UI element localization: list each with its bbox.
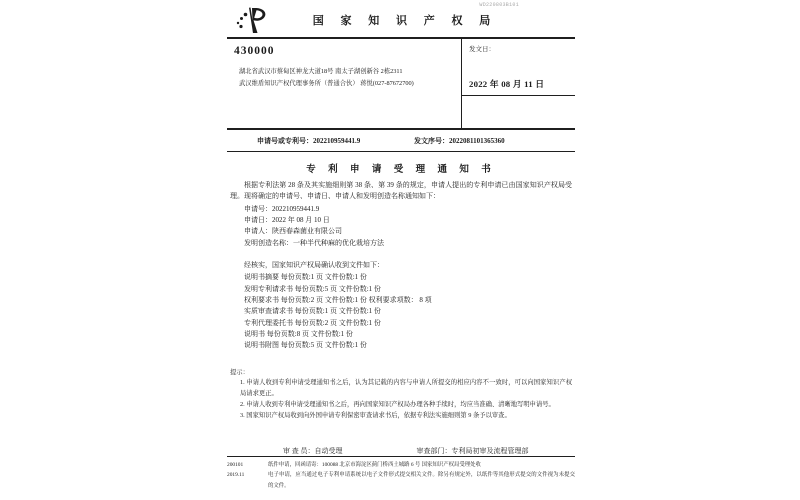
- issue-date-cell: [462, 39, 575, 96]
- field-value: 陕西春森菌业有限公司: [272, 227, 342, 236]
- document-barcode-number: WD220803B101: [479, 2, 519, 8]
- footer-line-1: 纸件申请，回函请寄：100088 北京市海淀区蓟门桥西土城路 6 号 国家知识产权局受理处收: [268, 461, 481, 468]
- examiner-row: [227, 446, 575, 456]
- application-number-label: 申请号或专利号：: [257, 137, 313, 145]
- issue-date-label: 发文日：: [469, 46, 495, 53]
- postal-code: 430000: [234, 45, 275, 57]
- dispatch-serial-value: 2022081101365360: [449, 137, 505, 145]
- note-item: 3. 国家知识产权局收到向外国申请专利保密审查请求书后，依据专利法实施细则第 9 条予以审查。: [240, 411, 511, 419]
- form-revision-date: 2019.11: [227, 472, 245, 479]
- examiner-cell: [283, 446, 343, 456]
- document-item: 实质审查请求书 每份页数:1 页 文件份数:1 份: [244, 307, 381, 316]
- field-value: 2022 年 08 月 10 日: [272, 215, 330, 224]
- notes-section: [227, 368, 575, 422]
- notes-label: 提示：: [230, 368, 249, 376]
- issue-date-value: 2022 年 08 月 11 日: [469, 79, 545, 89]
- form-code-column: [227, 460, 268, 492]
- note-item: 1. 申请人收到专利申请受理通知书之后，认为其记载的内容与申请人所提交的相应内容不一致时，可以向国家知识产权局请求更正。: [240, 379, 572, 398]
- footer-line-2: 电子申请，应当通过电子专利申请系统以电子文件形式提交相关文件。除另有规定外，以纸件等其他形式提交的文件视为未提交的文件。: [268, 472, 575, 490]
- confirmation-line: 经核实，国家知识产权局确认收到文件如下：: [244, 260, 384, 269]
- field-value: 一种半代种麻的优化栽培方法: [293, 238, 384, 247]
- document-item: 权利要求书 每份页数:2 页 文件份数:1 份 权利要求项数： 8 项: [244, 295, 432, 304]
- field-label: 申请人：: [244, 227, 272, 236]
- address-line-2: 武汉维盾知识产权代理事务所（普通合伙） 蒋悦(027-87672700): [239, 79, 414, 87]
- cnipa-logo-icon: [233, 7, 273, 34]
- address-lines: [234, 66, 457, 90]
- department-cell: [417, 446, 529, 456]
- document-page: [227, 0, 575, 500]
- examiner-label: 审 查 员：: [283, 446, 315, 455]
- document-item: 发明专利请求书 每份页数:5 页 文件份数:1 份: [244, 284, 381, 293]
- form-code: 200101: [227, 461, 244, 468]
- department-value: 专利局初审及流程管理部: [451, 446, 529, 455]
- dispatch-serial-label: 发文序号：: [414, 137, 449, 145]
- notice-title: 专 利 申 请 受 理 通 知 书: [306, 165, 496, 175]
- recipient-block: [227, 39, 575, 130]
- field-label: 发明创造名称：: [244, 238, 293, 247]
- notice-body: [227, 180, 575, 352]
- recipient-address: [227, 39, 461, 128]
- document-item: 说明书摘要 每份页数:1 页 文件份数:1 份: [244, 273, 367, 282]
- intro-paragraph: 根据专利法第 28 条及其实施细则第 38 条、第 39 条的规定，申请人提出的专利申请已由国家知识产权局受理。现将确定的申请号、申请日、申请人和发明创造名称通知如下：: [230, 181, 572, 201]
- address-line-1: 湖北省武汉市蔡甸区神龙大道18号 南太子湖创新谷 2栋2311: [239, 68, 403, 75]
- document-item: 说明书 每份页数:8 页 文件份数:1 份: [244, 329, 353, 338]
- application-number: [257, 136, 414, 146]
- document-item: 说明书附图 每份页数:5 页 文件份数:1 份: [244, 341, 367, 350]
- department-label: 审查部门：: [416, 446, 452, 455]
- form-footer: [227, 456, 575, 492]
- footer-instructions: [268, 460, 575, 492]
- field-invention-title: [230, 238, 572, 249]
- field-filing-date: [230, 215, 572, 226]
- field-value: 202210959441.9: [272, 204, 320, 213]
- dispatch-serial: [414, 136, 505, 146]
- field-application-number: [230, 204, 572, 215]
- agency-title: 国 家 知 识 产 权 局: [312, 15, 498, 27]
- examiner-value: 自动受理: [314, 446, 343, 455]
- field-label: 申请日：: [244, 215, 272, 224]
- application-number-value: 202210959441.9: [313, 137, 361, 145]
- application-number-row: [227, 130, 575, 152]
- field-applicant: [230, 226, 572, 237]
- letterhead: [227, 0, 575, 39]
- document-item: 专利代理委托书 每份页数:2 页 文件份数:1 份: [244, 318, 381, 327]
- field-label: 申请号：: [244, 204, 272, 213]
- note-item: 2. 申请人收到专利申请受理通知书之后，再向国家知识产权局办理各种手续时，均应当准确、清晰地写明申请号。: [240, 401, 555, 409]
- issue-date-box: [461, 39, 575, 128]
- received-documents-list: [230, 272, 572, 351]
